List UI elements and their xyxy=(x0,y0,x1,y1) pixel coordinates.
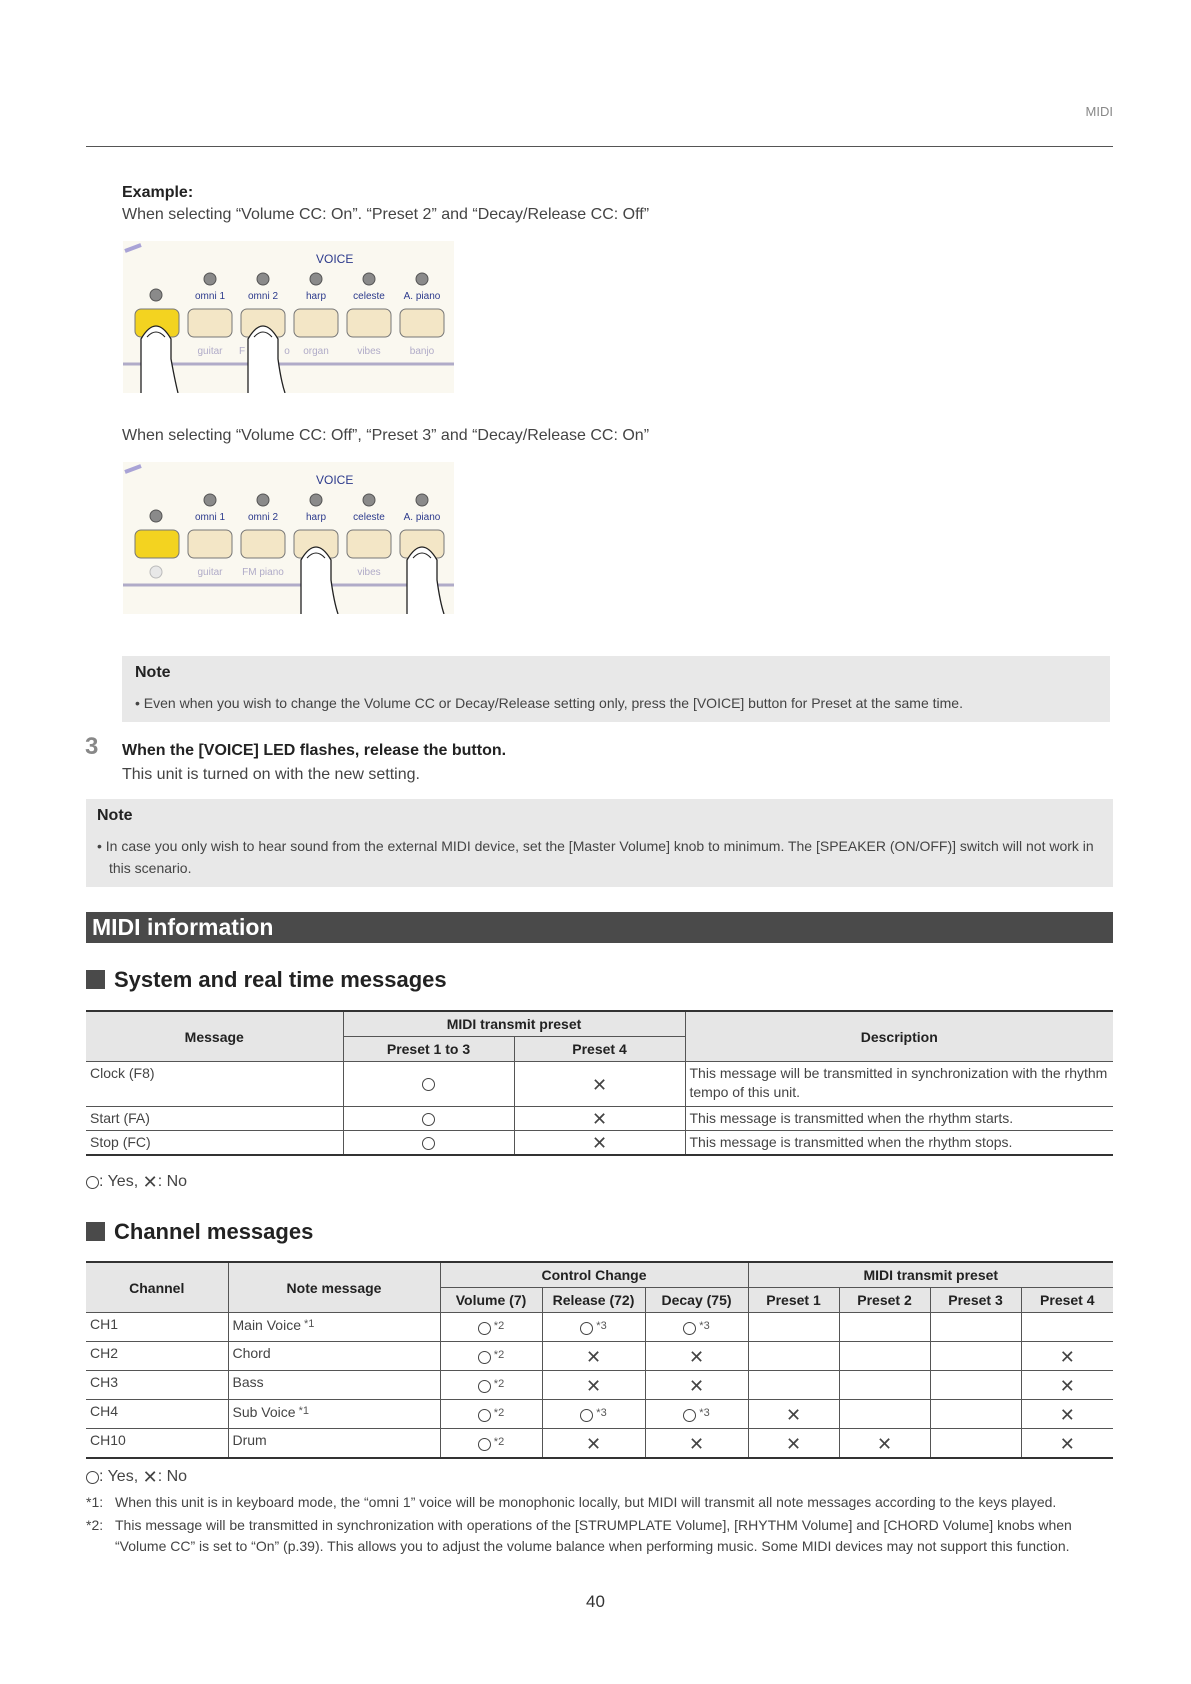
step-text: This unit is turned on with the new setting. xyxy=(122,766,420,783)
cell-preset-1 xyxy=(748,1429,839,1459)
cell-preset-2 xyxy=(839,1371,930,1400)
cross-no-icon: ✕ xyxy=(785,1404,802,1425)
subsection-heading xyxy=(86,967,447,993)
cell-decay xyxy=(645,1313,748,1342)
circle-yes-icon xyxy=(683,1409,696,1422)
cell-decay xyxy=(645,1429,748,1459)
legend-no-text: : No xyxy=(157,1173,188,1191)
section-label: MIDI xyxy=(1085,104,1113,119)
circle-yes-icon xyxy=(422,1113,435,1126)
column-header-preset-1: Preset 1 xyxy=(748,1288,839,1313)
voice-button-lit xyxy=(135,530,179,558)
section-heading-bar xyxy=(86,912,1113,943)
cell-no xyxy=(514,1107,685,1131)
voice-button xyxy=(188,309,232,337)
led-indicator xyxy=(150,510,162,522)
cell-message: Start (FA) xyxy=(86,1107,343,1131)
note-title: Note xyxy=(97,807,133,824)
cell-description: This message is transmitted when the rhythm starts. xyxy=(685,1107,1113,1131)
step-title: When the [VOICE] LED flashes, release the button. xyxy=(122,742,507,759)
footnote-ref: *3 xyxy=(596,1407,607,1419)
cell-preset-4 xyxy=(1021,1313,1113,1342)
cell-no xyxy=(514,1131,685,1156)
led-indicator xyxy=(257,273,269,285)
circle-yes-icon xyxy=(478,1380,491,1393)
circle-yes-icon xyxy=(478,1351,491,1364)
voice-label-harp: harp xyxy=(305,512,327,523)
footnote-ref: *1 xyxy=(298,1405,309,1417)
cell-message: Clock (F8) xyxy=(86,1062,343,1107)
sub-label-partial: o xyxy=(284,346,290,357)
voice-title-label: VOICE xyxy=(316,252,354,266)
cell-preset-3 xyxy=(930,1371,1021,1400)
section-heading: MIDI information xyxy=(92,914,274,940)
system-messages-table xyxy=(86,1010,1113,1156)
voice-button xyxy=(400,309,444,337)
table-row xyxy=(86,1062,1113,1107)
legend-yes-text: : Yes, xyxy=(99,1468,143,1486)
led-indicator xyxy=(363,494,375,506)
voice-title-label: VOICE xyxy=(316,473,354,487)
cell-volume xyxy=(440,1400,542,1429)
column-header-description: Description xyxy=(685,1011,1113,1062)
cell-decay xyxy=(645,1400,748,1429)
cell-preset-4 xyxy=(1021,1342,1113,1371)
legend-yes-text: : Yes, xyxy=(99,1173,143,1191)
led-indicator xyxy=(310,494,322,506)
circle-yes-icon xyxy=(422,1137,435,1150)
column-header-preset-4: Preset 4 xyxy=(514,1037,685,1062)
table-legend xyxy=(86,1173,187,1191)
cross-no-icon: ✕ xyxy=(585,1433,602,1454)
footnote-ref: *2 xyxy=(493,1349,505,1361)
cell-note-message xyxy=(228,1313,440,1342)
circle-yes-icon xyxy=(478,1438,491,1451)
column-header-channel: Channel xyxy=(86,1262,228,1313)
voice-label-omni2: omni 2 xyxy=(247,512,279,523)
cell-preset-2 xyxy=(839,1429,930,1459)
led-indicator xyxy=(363,273,375,285)
cell-preset-3 xyxy=(930,1400,1021,1429)
cross-no-icon: ✕ xyxy=(591,1109,608,1130)
note-box xyxy=(86,799,1113,887)
cell-release xyxy=(542,1313,645,1342)
voice-button xyxy=(241,530,285,558)
cross-no-icon: ✕ xyxy=(1059,1404,1075,1425)
circle-yes-icon xyxy=(86,1471,99,1484)
note-text-content: Even when you wish to change the Volume CC or Decay/Release setting only, press the [VOICE] button for Preset at the same time. xyxy=(143,695,963,711)
cross-no-icon: ✕ xyxy=(142,1172,158,1192)
table-row xyxy=(86,1429,1113,1459)
cell-note-message: Drum xyxy=(228,1429,440,1459)
column-header-preset-2: Preset 2 xyxy=(839,1288,930,1313)
note-title: Note xyxy=(135,664,171,681)
cell-yes xyxy=(343,1131,514,1156)
voice-panel-illustration-1 xyxy=(123,241,454,393)
footnote-ref: *3 xyxy=(699,1407,710,1419)
cross-no-icon: ✕ xyxy=(688,1346,705,1367)
voice-button xyxy=(294,309,338,337)
footnote-ref: *2 xyxy=(493,1378,505,1390)
cross-no-icon: ✕ xyxy=(688,1375,705,1396)
cell-preset-4 xyxy=(1021,1429,1113,1459)
cell-volume xyxy=(440,1342,542,1371)
footnote-text: This message will be transmitted in synchronization with operations of the [STRUMPLATE Volume], [RHYTHM Volume] and [CHORD Volume] knobs when “Volume CC” is set to “On” (p.39). This allows you to adjust the volume balance when performing music. Some MIDI devices may not support this function. xyxy=(115,1517,1072,1554)
step-number: 3 xyxy=(85,733,99,760)
footnote xyxy=(86,1515,1116,1557)
cross-no-icon: ✕ xyxy=(585,1346,602,1367)
footnote-ref: *3 xyxy=(699,1320,710,1332)
cell-decay xyxy=(645,1371,748,1400)
footnote-mark: *2: xyxy=(86,1517,104,1533)
subsection-heading xyxy=(86,1219,313,1245)
cell-preset-1 xyxy=(748,1400,839,1429)
cell-release xyxy=(542,1429,645,1459)
note-text-content: In case you only wish to hear sound from the external MIDI device, set the [Master Volume] knob to minimum. The [SPEAKER (ON/OFF)] switch will not work in this scenario. xyxy=(105,838,1094,876)
sub-label-vibes: vibes xyxy=(357,346,381,357)
cross-no-icon: ✕ xyxy=(688,1433,705,1454)
cross-no-icon: ✕ xyxy=(785,1433,802,1454)
sub-label-partial: F xyxy=(238,346,246,357)
cell-yes xyxy=(343,1062,514,1107)
example-text-2: When selecting “Volume CC: Off”, “Preset 3” and “Decay/Release CC: On” xyxy=(122,427,650,444)
note-message-text: Main Voice xyxy=(232,1317,301,1333)
cell-preset-3 xyxy=(930,1313,1021,1342)
column-header-volume: Volume (7) xyxy=(440,1288,542,1313)
cross-no-icon: ✕ xyxy=(142,1467,158,1487)
cell-no xyxy=(514,1062,685,1107)
table-row xyxy=(86,1313,1113,1342)
subsection-heading-text: System and real time messages xyxy=(114,967,447,992)
voice-button xyxy=(347,530,391,558)
cross-no-icon: ✕ xyxy=(591,1074,608,1095)
column-header-note-message: Note message xyxy=(228,1262,440,1313)
led-indicator xyxy=(416,273,428,285)
square-bullet-icon xyxy=(86,1222,105,1241)
column-header-decay: Decay (75) xyxy=(645,1288,748,1313)
note-text: • In case you only wish to hear sound from the external MIDI device, set the [Master Volume] knob to minimum. The [SPEAKER (ON/OFF)] switch will not work in this scenario. xyxy=(97,838,1094,876)
column-header-preset-1-3: Preset 1 to 3 xyxy=(343,1037,514,1062)
voice-label-omni1: omni 1 xyxy=(194,512,226,523)
cell-description: This message will be transmitted in synchronization with the rhythm tempo of this unit. xyxy=(685,1062,1113,1107)
cell-message: Stop (FC) xyxy=(86,1131,343,1156)
led-indicator xyxy=(310,273,322,285)
table-row xyxy=(86,1400,1113,1429)
footnote-ref: *2 xyxy=(493,1436,505,1448)
cell-preset-2 xyxy=(839,1342,930,1371)
header-divider xyxy=(86,146,1113,147)
cell-yes xyxy=(343,1107,514,1131)
cell-volume xyxy=(440,1313,542,1342)
circle-yes-icon xyxy=(422,1078,435,1091)
cross-no-icon: ✕ xyxy=(1059,1433,1075,1454)
voice-panel-illustration-2 xyxy=(123,462,454,614)
table-row xyxy=(86,1131,1113,1156)
cross-no-icon: ✕ xyxy=(1059,1375,1075,1396)
note-box xyxy=(122,656,1110,722)
footnote-ref: *2 xyxy=(493,1320,505,1332)
cross-no-icon: ✕ xyxy=(1059,1346,1075,1367)
cell-note-message: Bass xyxy=(228,1371,440,1400)
cell-volume xyxy=(440,1371,542,1400)
channel-messages-table xyxy=(86,1261,1113,1459)
voice-label-harp: harp xyxy=(305,291,327,302)
table-legend xyxy=(86,1468,187,1486)
voice-button xyxy=(347,309,391,337)
cell-channel: CH2 xyxy=(86,1342,228,1371)
column-header-preset-3: Preset 3 xyxy=(930,1288,1021,1313)
column-header-control-change: Control Change xyxy=(440,1262,748,1288)
cell-preset-4 xyxy=(1021,1400,1113,1429)
cell-description: This message is transmitted when the rhythm stops. xyxy=(685,1131,1113,1156)
cell-volume xyxy=(440,1429,542,1459)
footnote-ref: *1 xyxy=(303,1318,315,1330)
cell-release xyxy=(542,1400,645,1429)
circle-yes-icon xyxy=(580,1409,593,1422)
voice-button xyxy=(188,530,232,558)
cell-preset-3 xyxy=(930,1429,1021,1459)
cell-release xyxy=(542,1371,645,1400)
cross-no-icon: ✕ xyxy=(591,1133,608,1154)
circle-yes-icon xyxy=(86,1176,99,1189)
cell-note-message: Chord xyxy=(228,1342,440,1371)
cell-decay xyxy=(645,1342,748,1371)
footnote-ref: *3 xyxy=(596,1320,607,1332)
cell-note-message xyxy=(228,1400,440,1429)
footnote-mark: *1: xyxy=(86,1494,104,1510)
cell-preset-1 xyxy=(748,1371,839,1400)
cell-channel: CH10 xyxy=(86,1429,228,1459)
cross-no-icon: ✕ xyxy=(585,1375,602,1396)
voice-label-celeste: celeste xyxy=(353,291,385,302)
sub-label-organ: organ xyxy=(303,346,329,357)
led-indicator xyxy=(257,494,269,506)
sub-label-fm-piano: FM piano xyxy=(242,567,284,578)
voice-label-omni1: omni 1 xyxy=(194,291,226,302)
sub-label-banjo: banjo xyxy=(409,346,435,357)
sub-label-guitar: guitar xyxy=(197,567,223,578)
column-header-midi-transmit-preset: MIDI transmit preset xyxy=(748,1262,1113,1288)
cell-channel: CH4 xyxy=(86,1400,228,1429)
cell-preset-4 xyxy=(1021,1371,1113,1400)
circle-yes-icon xyxy=(478,1409,491,1422)
cell-preset-2 xyxy=(839,1313,930,1342)
cell-preset-1 xyxy=(748,1313,839,1342)
footnote-ref: *2 xyxy=(493,1407,505,1419)
cell-channel: CH3 xyxy=(86,1371,228,1400)
circle-yes-icon xyxy=(580,1322,593,1335)
voice-label-apiano: A. piano xyxy=(403,291,441,302)
voice-label-celeste: celeste xyxy=(353,512,385,523)
led-indicator xyxy=(204,494,216,506)
column-header-message: Message xyxy=(86,1011,343,1062)
led-indicator xyxy=(150,289,162,301)
table-row xyxy=(86,1342,1113,1371)
column-header-midi-transmit-preset: MIDI transmit preset xyxy=(343,1011,685,1037)
cell-channel: CH1 xyxy=(86,1313,228,1342)
led-indicator xyxy=(416,494,428,506)
footnote xyxy=(86,1492,1116,1513)
led-indicator xyxy=(150,566,162,578)
example-title: Example: xyxy=(122,184,194,201)
column-header-preset-4: Preset 4 xyxy=(1021,1288,1113,1313)
circle-yes-icon xyxy=(478,1322,491,1335)
cell-preset-2 xyxy=(839,1400,930,1429)
cell-preset-3 xyxy=(930,1342,1021,1371)
subsection-heading-text: Channel messages xyxy=(114,1219,314,1244)
footnote-text: When this unit is in keyboard mode, the “omni 1” voice will be monophonic locally, but MIDI will transmit all note messages according to the keys played. xyxy=(115,1494,1057,1510)
led-indicator xyxy=(204,273,216,285)
note-message-text: Sub Voice xyxy=(232,1404,296,1420)
legend-no-text: : No xyxy=(157,1468,188,1486)
sub-label-vibes: vibes xyxy=(357,567,381,578)
square-bullet-icon xyxy=(86,970,105,989)
voice-label-apiano: A. piano xyxy=(403,512,441,523)
voice-label-omni2: omni 2 xyxy=(247,291,279,302)
cell-preset-1 xyxy=(748,1342,839,1371)
sub-label-guitar: guitar xyxy=(197,346,223,357)
cross-no-icon: ✕ xyxy=(876,1433,893,1454)
table-row xyxy=(86,1371,1113,1400)
cell-release xyxy=(542,1342,645,1371)
column-header-release: Release (72) xyxy=(542,1288,645,1313)
table-row xyxy=(86,1107,1113,1131)
circle-yes-icon xyxy=(683,1322,696,1335)
page-number: 40 xyxy=(586,1592,605,1611)
example-text-1: When selecting “Volume CC: On”. “Preset 2” and “Decay/Release CC: Off” xyxy=(122,206,650,223)
note-text: • Even when you wish to change the Volume CC or Decay/Release setting only, press the [VOICE] button for Preset at the same time. xyxy=(135,695,963,711)
